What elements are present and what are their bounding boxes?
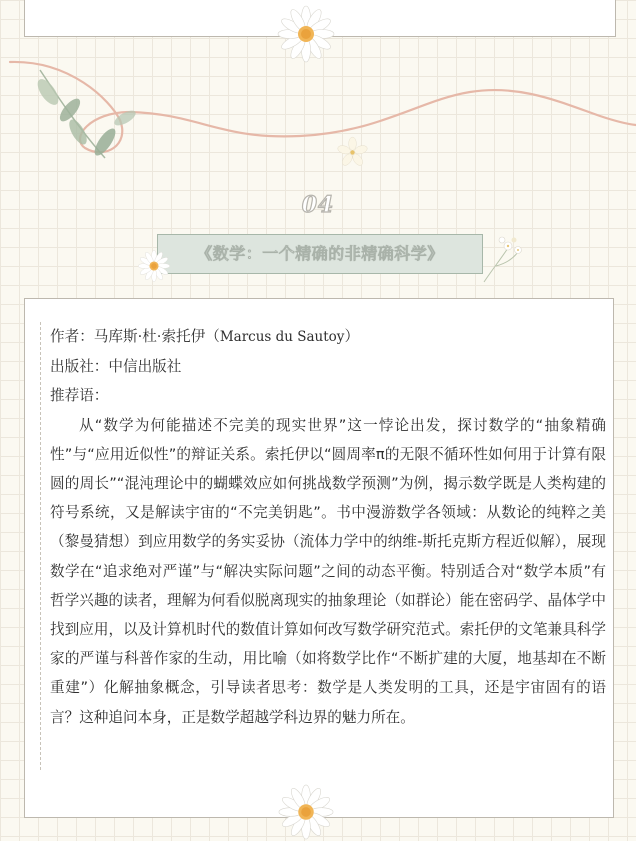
recommendation-text: 从“数学为何能描述不完美的现实世界”这一悖论出发，探讨数学的“抽象精确性”与“应用近似性”的辩证关系。索托伊以“圆周率π的无限不循环性如何用于计算有限圆的周长”“混沌理论中的蝴蝶效应如何挑战数学预测”为例，揭示数学既是人类构建的符号系统，又是解读宇宙的“不完美钥匙”。书中漫游数学各领域：从数论的纯粹之美（黎曼猜想）到应用数学的务实妥协（流体力学中的纳维-斯托克斯方程近似解），展现数学在“追求绝对严谨”与“解决实际问题”之间的动态平衡。特别适合对“数学本质”有哲学兴趣的读者，理解为何看似脱离现实的抽象理论（如群论）能在密码学、晶体学中找到应用，以及计算机时代的数值计算如何改写数学研究范式。索托伊的文笔兼具科学家的严谨与科普作家的生动，用比喻（如将数学比作“不断扩建的大厦，地基却在不断重建”）化解抽象概念，引导读者思考：数学是人类发明的工具，还是宇宙固有的语言？这种追问本身，正是数学超越学科边界的魅力所在。 (50, 416, 606, 726)
author-label: 作者： (50, 328, 94, 345)
recommend-label: 推荐语： (50, 387, 109, 405)
book-title: 《数学：一个精确的非精确科学》 (196, 244, 444, 263)
author-close: ） (344, 328, 360, 345)
flower-spray-icon (478, 230, 526, 286)
publisher-line: 出版社：中信出版社 (50, 358, 182, 376)
card-divider (40, 322, 41, 770)
title-banner (157, 234, 483, 274)
book-details (50, 322, 606, 732)
author-line (50, 322, 606, 352)
author-name: 马库斯·杜·索托伊（ (93, 328, 220, 345)
daisy-icon (277, 783, 335, 841)
author-name-en: Marcus du Sautoy (219, 329, 345, 345)
vine-branch-icon (0, 40, 636, 190)
section-number: 04 (301, 192, 335, 218)
daisy-icon (137, 249, 171, 283)
